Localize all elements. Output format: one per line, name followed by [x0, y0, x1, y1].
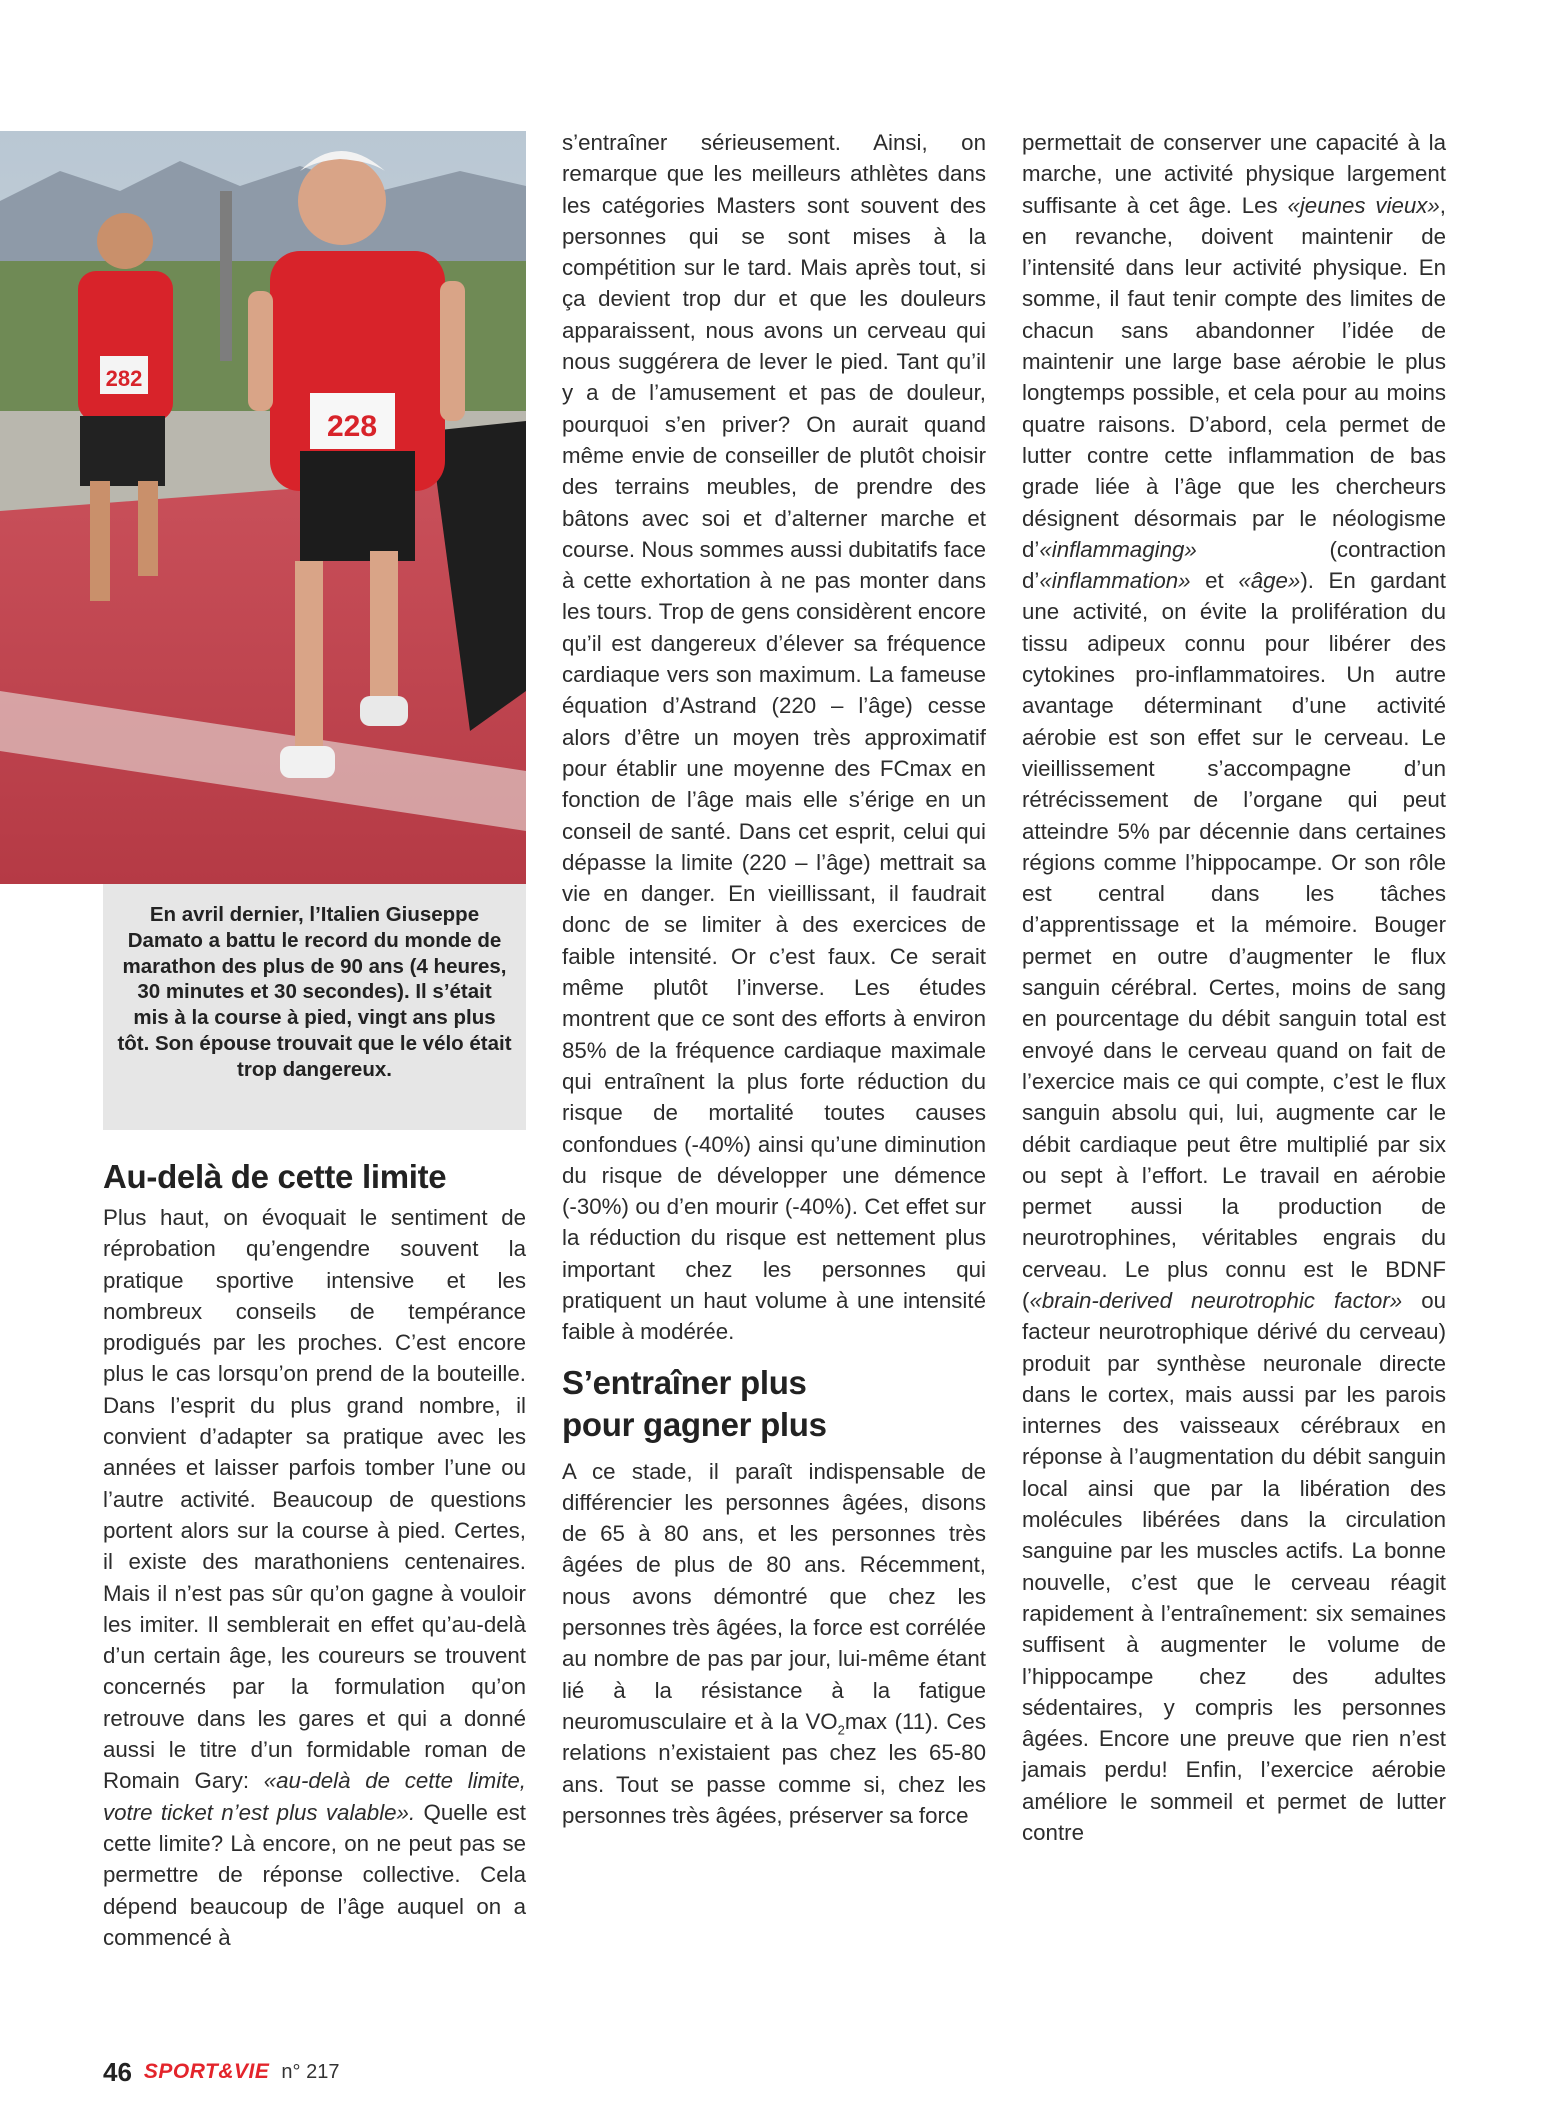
runner-photo [0, 131, 526, 884]
paragraph-training: s’entraîner sérieusement. Ainsi, on remarque que les meilleurs athlètes dans les catégories Masters sont souvent des personnes qui se sont mises à la compétition sur le tard. Mais après tout, si ça devient trop dur et que les douleurs apparaissent, nous avons un cerveau qui nous suggérera de lever le pied. Tant qu’il y a de l’amusement et pas de douleur, pourquoi s’en priver? On aurait quand même envie de conseiller de plutôt choisir des terrains meubles, de prendre des bâtons avec soi et d’alterner marche et course. Nous sommes aussi dubitatifs face à cette exhortation à ne pas monter dans les tours. Trop de gens considèrent encore qu’il est dangereux d’élever sa fréquence cardiaque vers son maximum. La fameuse équation d’Astrand (220 – l’âge) cesse alors d’être un moyen très approximatif pour établir une moyenne des FCmax en fonction de l’âge mais elle s’érige en un conseil de santé. Dans cet esprit, celui qui dépasse la limite (220 – l’âge) mettrait sa vie en danger. En vieillissant, il faudrait donc de se limiter à des exercices de faible intensité. Or c’est faux. Ce serait même plutôt l’inverse. Les études montrent que ce sont des efforts à environ 85% de la fréquence cardiaque maximale qui entraînent la plus forte réduction du risque de mortalité toutes causes confondues (-40%) ainsi qu’une diminution du risque de développer une démence (-30%) ou d’en mourir (-40%). Cet effet sur la réduction du risque est nettement plus important chez les personnes qui pratiquent un haut volume à une intensité faible à modérée. [562, 130, 986, 1345]
page-number: 46 [103, 2056, 132, 2087]
paragraph-limit: Plus haut, on évoquait le sentiment de réprobation qu’engendre souvent la pratique sportive intensive et les nombreux conseils de tempérance prodigués par les proches. C’est encore plus le cas lorsqu’on prend de la bouteille. Dans l’esprit du plus grand nombre, il convient d’adapter sa pratique avec les années et laisser parfois tomber l’une ou l’autre activité. Beaucoup de questions portent alors sur la course à pied. Certes, il existe des marathoniens centenaires. Mais il n’est pas sûr qu’on gagne à vouloir les imiter. Il semblerait en effet qu’au-delà d’un certain âge, les coureurs se trouvent concernés par la formulation qu’on retrouve dans les gares et qui a donné aussi le titre d’un formidable roman de Romain Gary: «au-delà de cette limite, votre ticket n’est plus valable». Quelle est cette limite? Là encore, on ne peut pas se permettre de réponse collective. Cela dépend beaucoup de l’âge auquel on a commencé à [103, 1205, 526, 1950]
section-heading-train-more: S’entraîner plus pour gagner plus [562, 1363, 827, 1443]
page-footer [103, 2054, 339, 2090]
photo-caption: En avril dernier, l’Italien Giuseppe Damato a battu le record du monde de marathon des plus de 90 ans (4 heures, 30 minutes et 30 secondes). Il s’était mis à la course à pied, vingt ans plus tôt. Son épouse trouvait que le vélo était trop dangereux. [117, 903, 512, 1081]
section-heading-limit: Au-delà de cette limite [103, 1158, 447, 1195]
issue-number: n° 217 [281, 2060, 340, 2083]
article-column-1 [103, 1202, 526, 1953]
paragraph-brain: permettait de conserver une capacité à la marche, une activité physique largement suffisante à cet âge. Les «jeunes vieux», en revanche, doivent maintenir de l’intensité dans leur activité physique. En somme, il faut tenir compte des limites de chacun sans abandonner l’idée de maintenir une large base aérobie le plus longtemps possible, et cela pour au moins quatre raisons. D’abord, cela permet de lutter contre cette inflammation de bas grade liée à l’âge que les chercheurs désignent désormais par le néologisme d’«inflammaging» (contraction d’«inflammation» et «âge»). En gardant une activité, on évite la prolifération du tissu adipeux connu pour libérer des cytokines pro-inflammatoires. Un autre avantage déterminant d’une activité aérobie est son effet sur le cerveau. Le vieillissement s’accompagne d’un rétrécissement de l’organe qui peut atteindre 5% par décennie dans certaines régions comme l’hippocampe. Or son rôle est central dans les tâches d’apprentissage et la mémoire. Bouger permet en outre d’augmenter le flux sanguin cérébral. Certes, moins de sang en pourcentage du débit sanguin total est envoyé dans le cerveau quand on fait de l’exercice mais ce qui compte, c’est le flux sanguin absolu qui, lui, augmente car le débit cardiaque peut être multiplié par six ou sept à l’effort. Le travail en aérobie permet aussi la production de neurotrophines, véritables engrais du cerveau. Le plus connu est le BDNF («brain-derived neurotrophic factor» ou facteur neurotrophique dérivé du cerveau) produit par synthèse neuronale directe dans le cortex, mais aussi par les parois internes des vaisseaux cérébraux en réponse à l’augmentation du débit sanguin local ainsi que par la libération des molécules libérées dans la circulation sanguine par les muscles actifs. La bonne nouvelle, c’est que le cerveau réagit rapidement à l’entraînement: six semaines suffisent à augmenter le volume de l’hippocampe chez des adultes sédentaires, y compris les personnes âgées. Encore une preuve que rien n’est jamais perdu! Enfin, l’exercice aérobie améliore le sommeil et permet de lutter contre [1022, 130, 1446, 1846]
bib-number-front: 228 [326, 410, 378, 443]
magazine-logo: SPORT&VIE [143, 2060, 270, 2083]
bib-number-back: 282 [105, 366, 143, 391]
photo-caption-box [103, 884, 526, 1130]
runner-photo-illustration [0, 131, 526, 884]
article-column-3 [1022, 127, 1446, 1848]
paragraph-elderly: A ce stade, il paraît indispensable de différencier les personnes âgées, disons de 65 à 80 ans, et les personnes très âgées de plus de 80 ans. Récemment, nous avons démontré que chez les personnes très âgées, la force est corrélée au nombre de pas par jour, lui-même étant lié à la résistance à la fatigue neuromusculaire et à la $VO_2\max$ (11). Ces relations n’existaient pas chez les 65-80 ans. Tout se passe comme si, chez les personnes très âgées, préserver sa force [562, 1458, 986, 1828]
article-column-2 [562, 127, 986, 1831]
